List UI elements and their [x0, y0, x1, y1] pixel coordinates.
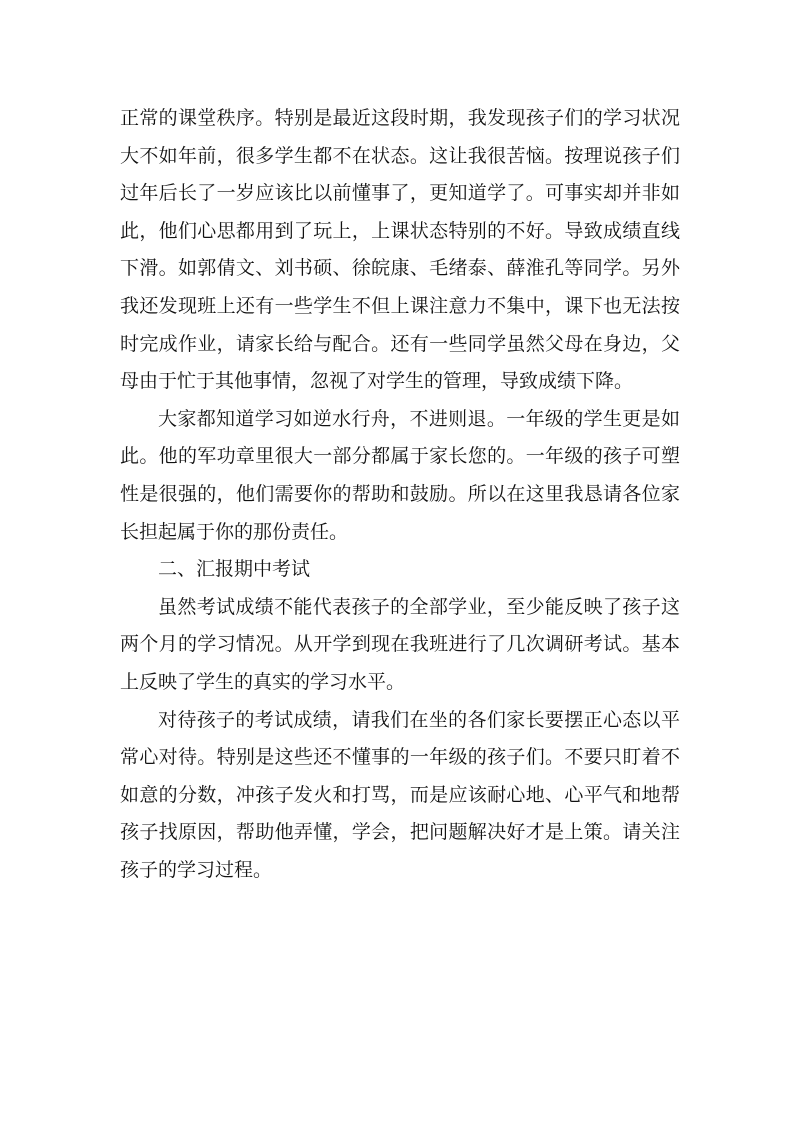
- paragraph-1-continued: 正常的课堂秩序。特别是最近这段时期，我发现孩子们的学习状况大不如年前，很多学生都不在状态。这让我很苦恼。按理说孩子们过年后长了一岁应该比以前懂事了，更知道学了。可事实却并非如此，他们心思都用到了玩上，上课状态特别的不好。导致成绩直线下滑。如郭倩文、刘书硕、徐皖康、毛绪泰、薛淮孔等同学。另外我还发现班上还有一些学生不但上课注意力不集中，课下也无法按时完成作业，请家长给与配合。还有一些同学虽然父母在身边，父母由于忙于其他事情，忽视了对学生的管理，导致成绩下降。: [120, 107, 680, 393]
- paragraph-4: 对待孩子的考试成绩，请我们在坐的各们家长要摆正心态以平常心对待。特别是这些还不懂事的一年级的孩子们。不要只盯着不如意的分数，冲孩子发火和打骂，而是应该耐心地、心平气和地帮孩子找原因，帮助他弄懂，学会，把问题解决好才是上策。请关注孩子的学习过程。: [120, 708, 680, 881]
- section-heading-midterm: 二、汇报期中考试: [158, 558, 311, 581]
- document-page: [120, 100, 680, 889]
- paragraph-2: 大家都知道学习如逆水行舟，不进则退。一年级的学生更是如此。他的军功章里很大一部分都属于家长您的。一年级的孩子可塑性是很强的，他们需要你的帮助和鼓励。所以在这里我恳请各位家长担起属于你的那份责任。: [120, 407, 680, 543]
- paragraph-3: 虽然考试成绩不能代表孩子的全部学业，至少能反映了孩子这两个月的学习情况。从开学到现在我班进行了几次调研考试。基本上反映了学生的真实的学习水平。: [120, 595, 680, 693]
